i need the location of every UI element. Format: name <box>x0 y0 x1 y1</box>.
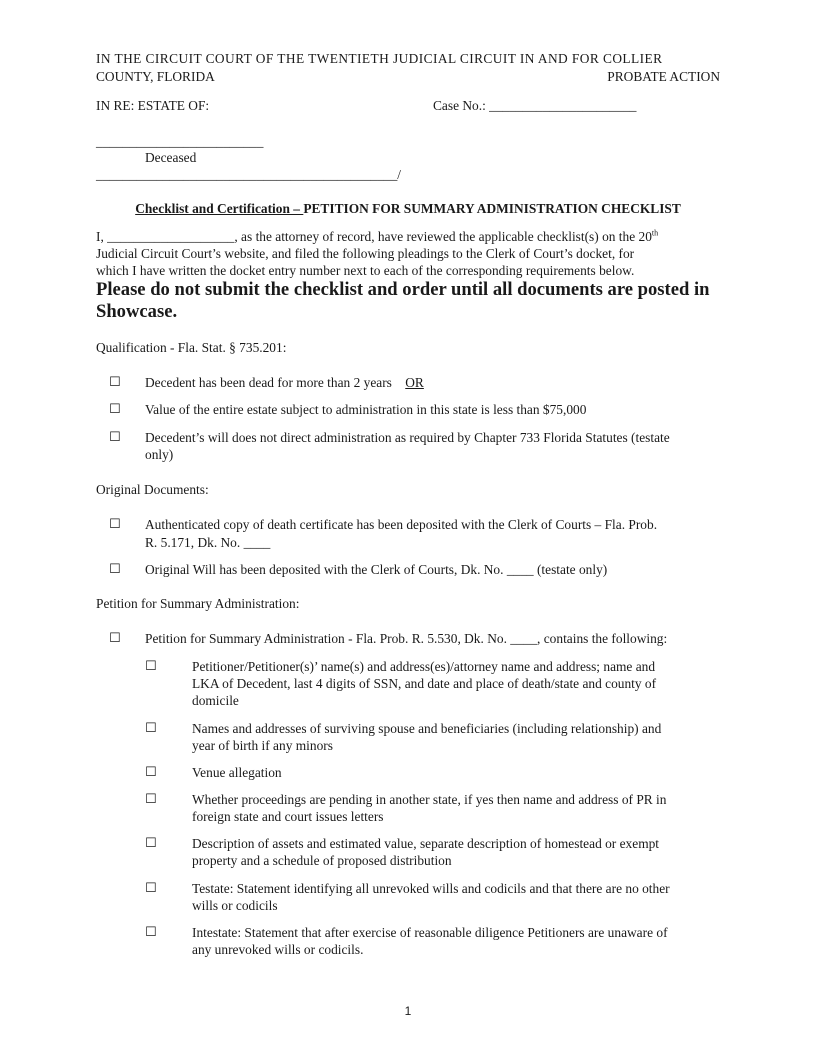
sub-item-3-line-1: Venue allegation <box>192 765 282 780</box>
court-header-county: COUNTY, FLORIDA <box>96 69 215 84</box>
certification-line-1-text: I, ___________________, as the attorney of record, have reviewed the applicable checklist(s) on the 20 <box>96 229 652 244</box>
checkbox-sub-5[interactable]: ☐ <box>145 836 157 851</box>
checkbox-sub-2[interactable]: ☐ <box>145 721 157 736</box>
checkbox-petition-main[interactable]: ☐ <box>109 631 121 646</box>
title-main-part: PETITION FOR SUMMARY ADMINISTRATION CHECKLIST <box>303 201 681 216</box>
checkbox-sub-6[interactable]: ☐ <box>145 881 157 896</box>
qualification-item-1-text: Decedent has been dead for more than 2 years <box>145 375 392 390</box>
sub-item-5-line-2: property and a schedule of proposed distribution <box>192 853 452 868</box>
court-header-line1: IN THE CIRCUIT COURT OF THE TWENTIETH JUDICIAL CIRCUIT IN AND FOR COLLIER <box>96 51 663 66</box>
qualification-item-1 <box>145 374 424 392</box>
original-doc-2-line-1: Original Will has been deposited with the Clerk of Courts, Dk. No. ____ (testate only) <box>145 562 608 577</box>
caption-closing-line: _____________________________________________/ <box>96 167 402 182</box>
sub-item-1-line-1: Petitioner/Petitioner(s)’ name(s) and address(es)/attorney name and address; name and <box>192 659 656 674</box>
sub-item-5-line-1: Description of assets and estimated value, separate description of homestead or exempt <box>192 836 660 851</box>
sub-item-6-line-1: Testate: Statement identifying all unrevoked wills and codicils and that there are no other <box>192 881 670 896</box>
title-underlined-part: Checklist and Certification – <box>135 201 304 216</box>
court-header-action: PROBATE ACTION <box>607 69 720 84</box>
checkbox-sub-3[interactable]: ☐ <box>145 765 157 780</box>
sub-item-6-line-2: wills or codicils <box>192 898 278 913</box>
certification-line-3: which I have written the docket entry number next to each of the corresponding requirements below. <box>96 263 635 278</box>
notice-line-1: Please do not submit the checklist and order until all documents are posted in <box>96 279 710 300</box>
sub-item-7-line-2: any unrevoked wills or codicils. <box>192 942 364 957</box>
in-re-estate-label: IN RE: ESTATE OF: <box>96 98 210 113</box>
checkbox-qualification-2[interactable]: ☐ <box>109 402 121 417</box>
original-documents-heading: Original Documents: <box>96 482 209 497</box>
page-number: 1 <box>404 1004 412 1018</box>
sub-item-4-line-2: foreign state and court issues letters <box>192 809 384 824</box>
original-doc-1-line-2: R. 5.171, Dk. No. ____ <box>145 535 271 550</box>
checkbox-sub-4[interactable]: ☐ <box>145 792 157 807</box>
sub-item-2-line-2: year of birth if any minors <box>192 738 333 753</box>
petition-main-item: Petition for Summary Administration - Fla. Prob. R. 5.530, Dk. No. ____, contains the following: <box>145 631 668 646</box>
sub-item-2-line-1: Names and addresses of surviving spouse and beneficiaries (including relationship) and <box>192 721 662 736</box>
checkbox-original-doc-2[interactable]: ☐ <box>109 562 121 577</box>
qualification-item-3-line-1: Decedent’s will does not direct administration as required by Chapter 733 Florida Statutes (testate <box>145 430 670 445</box>
petition-heading: Petition for Summary Administration: <box>96 596 300 611</box>
checkbox-sub-7[interactable]: ☐ <box>145 925 157 940</box>
certification-line-2: Judicial Circuit Court’s website, and filed the following pleadings to the Clerk of Court’s docket, for <box>96 246 635 261</box>
sub-item-1-line-2: LKA of Decedent, last 4 digits of SSN, and date and place of death/state and county of <box>192 676 657 691</box>
qualification-item-3-line-2: only) <box>145 447 174 462</box>
decedent-name-blank: _________________________ <box>96 134 264 149</box>
checklist-title <box>96 200 720 218</box>
checkbox-qualification-3[interactable]: ☐ <box>109 430 121 445</box>
checkbox-original-doc-1[interactable]: ☐ <box>109 517 121 532</box>
sub-item-4-line-1: Whether proceedings are pending in another state, if yes then name and address of PR in <box>192 792 667 807</box>
certification-line-1 <box>96 228 658 246</box>
qualification-item-2: Value of the entire estate subject to administration in this state is less than $75,000 <box>145 402 587 417</box>
checkbox-qualification-1[interactable]: ☐ <box>109 375 121 390</box>
notice-line-2: Showcase. <box>96 301 178 322</box>
original-doc-1-line-1: Authenticated copy of death certificate has been deposited with the Clerk of Courts – Fla. Prob. <box>145 517 658 532</box>
deceased-label: Deceased <box>145 150 197 165</box>
qualification-heading: Qualification - Fla. Stat. § 735.201: <box>96 340 287 355</box>
or-connector: OR <box>405 375 424 390</box>
ordinal-suffix: th <box>651 228 659 238</box>
sub-item-7-line-1: Intestate: Statement that after exercise of reasonable diligence Petitioners are unaware of <box>192 925 668 940</box>
checkbox-sub-1[interactable]: ☐ <box>145 659 157 674</box>
case-number-field: Case No.: ______________________ <box>433 98 637 113</box>
sub-item-1-line-3: domicile <box>192 693 239 708</box>
